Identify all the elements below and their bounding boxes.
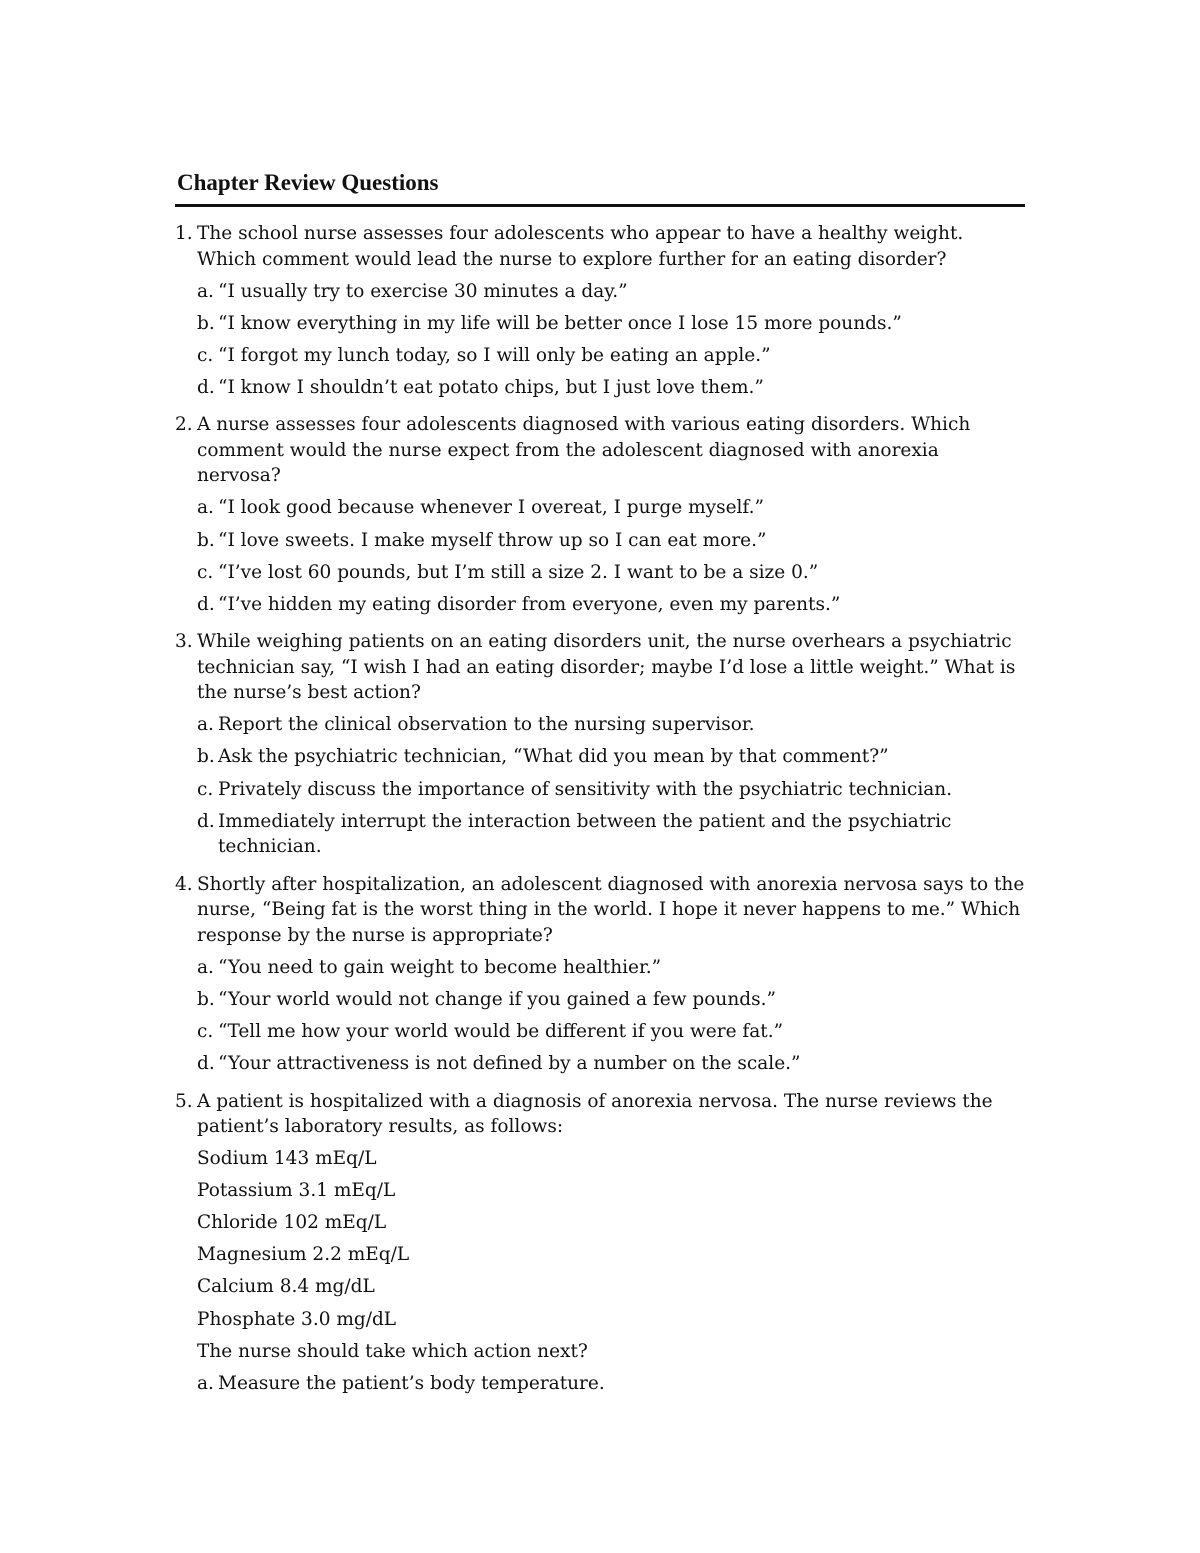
option-letter: c.	[197, 778, 214, 800]
answer-option	[197, 712, 1025, 738]
question-stem: While weighing patients on an eating disorders unit, the nurse overhears a psychiatric technician say, “I wish I had an eating disorder; maybe I’d lose a little weight.” What is the nurse’s best action?	[197, 631, 1016, 704]
title-divider	[175, 204, 1025, 207]
question-4	[175, 872, 1025, 1077]
answer-option	[197, 592, 1025, 618]
answer-option	[197, 777, 1025, 803]
option-letter: b.	[197, 988, 215, 1010]
option-text: Privately discuss the importance of sensitivity with the psychiatric technician.	[218, 778, 953, 800]
question-5	[175, 1089, 1025, 1397]
answer-option	[197, 809, 1025, 860]
option-letter: c.	[197, 561, 214, 583]
option-text: “I usually try to exercise 30 minutes a day.”	[218, 280, 628, 302]
option-letter: a.	[197, 497, 214, 519]
option-letter: b.	[197, 312, 215, 334]
question-number: 3.	[175, 631, 193, 653]
question-2	[175, 412, 1025, 617]
lab-result: Chloride 102 mEq/L	[197, 1212, 387, 1234]
answer-option	[197, 528, 1025, 554]
question-stem: A nurse assesses four adolescents diagnosed with various eating disorders. Which comment would the nurse expect from the adolescent diagnosed with anorexia nervosa?	[197, 414, 971, 487]
spacer	[175, 621, 1025, 629]
lab-result: Calcium 8.4 mg/dL	[197, 1276, 375, 1298]
lab-result: Potassium 3.1 mEq/L	[197, 1180, 396, 1202]
question-number: 4.	[175, 873, 193, 895]
answer-option	[197, 955, 1025, 981]
question-1	[175, 221, 1025, 400]
answer-option	[197, 343, 1025, 369]
question-followup: The nurse should take which action next?	[197, 1340, 588, 1362]
option-letter: a.	[197, 956, 214, 978]
spacer	[175, 404, 1025, 412]
answer-option	[197, 311, 1025, 337]
option-text: “I’ve lost 60 pounds, but I’m still a size 2. I want to be a size 0.”	[218, 561, 819, 583]
spacer	[175, 1081, 1025, 1089]
option-letter: a.	[197, 1372, 214, 1394]
option-letter: d.	[197, 376, 215, 398]
option-letter: d.	[197, 810, 215, 832]
option-text: “Your world would not change if you gained a few pounds.”	[218, 988, 776, 1010]
answer-option	[197, 1371, 1025, 1397]
answer-option	[197, 987, 1025, 1013]
option-text: “Your attractiveness is not defined by a number on the scale.”	[218, 1053, 801, 1074]
answer-option	[197, 1019, 1025, 1045]
option-letter: b.	[197, 746, 215, 768]
option-text: “You need to gain weight to become healthier.”	[218, 956, 662, 978]
page-content	[175, 168, 1025, 1400]
option-text: “I’ve hidden my eating disorder from everyone, even my parents.”	[218, 593, 841, 615]
option-letter: c.	[197, 344, 214, 366]
question-number: 5.	[175, 1090, 193, 1112]
option-text: “I love sweets. I make myself throw up so I can eat more.”	[218, 529, 767, 551]
question-number: 2.	[175, 414, 193, 436]
option-letter: a.	[197, 714, 214, 736]
option-text: “Tell me how your world would be different if you were fat.”	[218, 1020, 784, 1042]
option-letter: d.	[197, 1053, 215, 1074]
option-text: “I look good because whenever I overeat, I purge myself.”	[218, 497, 764, 519]
answer-option	[197, 495, 1025, 521]
question-stem: A patient is hospitalized with a diagnosis of anorexia nervosa. The nurse reviews the patient’s laboratory results, as follows:	[197, 1090, 993, 1137]
answer-option	[197, 744, 1025, 770]
option-letter: b.	[197, 529, 215, 551]
option-text: Measure the patient’s body temperature.	[218, 1372, 605, 1394]
page-title: Chapter Review Questions	[177, 170, 439, 195]
question-stem: Shortly after hospitalization, an adolescent diagnosed with anorexia nervosa says to the nurse, “Being fat is the worst thing in the world. I hope it never happens to me.” Which response by the nurse is appropriate?	[197, 873, 1025, 946]
spacer	[175, 864, 1025, 872]
lab-result: Phosphate 3.0 mg/dL	[197, 1308, 397, 1330]
lab-result: Sodium 143 mEq/L	[197, 1148, 377, 1170]
option-letter: d.	[197, 593, 215, 615]
lab-result: Magnesium 2.2 mEq/L	[197, 1244, 410, 1266]
option-letter: a.	[197, 280, 214, 302]
option-text: Report the clinical observation to the nursing supervisor.	[218, 714, 755, 736]
option-text: Immediately interrupt the interaction between the patient and the psychiatric technician.	[218, 810, 952, 858]
option-text: “I know I shouldn’t eat potato chips, but I just love them.”	[218, 376, 764, 398]
option-text: “I forgot my lunch today, so I will only be eating an apple.”	[218, 344, 771, 366]
option-text: Ask the psychiatric technician, “What did you mean by that comment?”	[218, 746, 889, 768]
answer-option	[197, 1051, 1025, 1077]
question-stem: The school nurse assesses four adolescents who appear to have a healthy weight. Which comment would lead the nurse to explore further for an eating disorder?	[197, 223, 964, 270]
option-text: “I know everything in my life will be better once I lose 15 more pounds.”	[218, 312, 902, 334]
answer-option	[197, 560, 1025, 586]
answer-option	[197, 279, 1025, 305]
answer-option	[197, 375, 1025, 401]
question-3	[175, 629, 1025, 859]
question-number: 1.	[175, 223, 193, 244]
option-letter: c.	[197, 1020, 214, 1042]
